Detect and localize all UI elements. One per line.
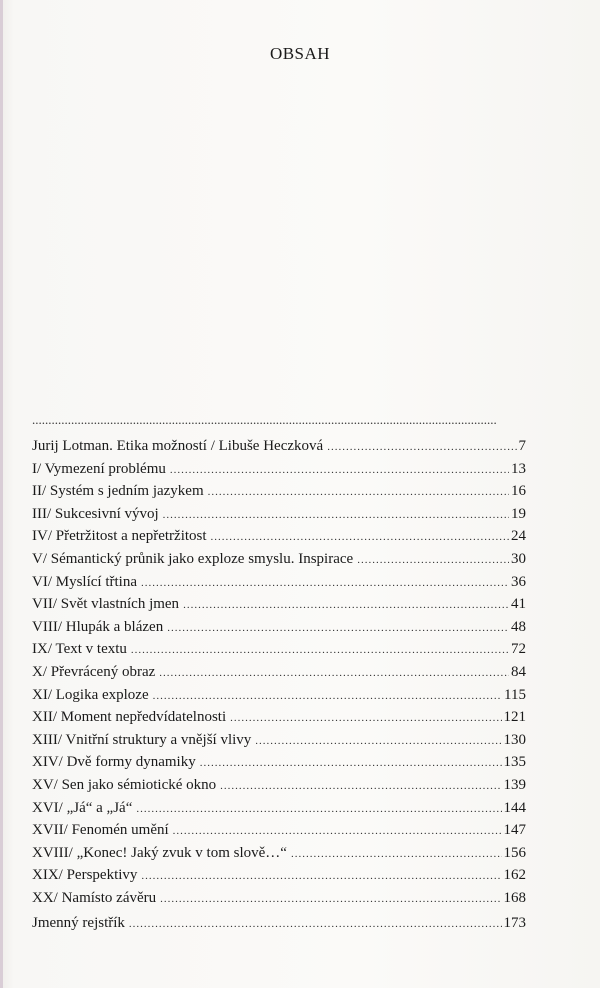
toc-entry xyxy=(32,525,526,548)
dot-leader xyxy=(163,504,509,527)
toc-entry-title: X/ Převrácený obraz xyxy=(32,663,156,680)
toc-entry-title: XI/ Logika exploze xyxy=(32,686,149,703)
dot-leader xyxy=(153,685,502,708)
index-section xyxy=(32,912,526,935)
dot-leader xyxy=(357,549,509,572)
toc-entry-page: 156 xyxy=(503,844,526,861)
toc-entry-title: XVIII/ „Konec! Jaký zvuk v tom slově…“ xyxy=(32,844,287,861)
toc-entry xyxy=(32,729,526,752)
toc-entry-title: VIII/ Hlupák a blázen xyxy=(32,618,164,635)
toc-entry xyxy=(32,751,526,774)
toc-entry-page: 7 xyxy=(518,438,526,454)
dot-leader xyxy=(141,572,509,595)
dot-leader xyxy=(291,843,502,866)
toc-entry-page: 30 xyxy=(511,550,526,567)
toc-entry-page: 16 xyxy=(511,483,526,500)
toc-entry-title: XX/ Namísto závěru xyxy=(32,889,157,906)
page-title: OBSAH xyxy=(269,44,331,63)
toc-entry-title: Jmenný rejstřík xyxy=(32,915,125,931)
dot-leader xyxy=(136,798,501,821)
dot-leader xyxy=(160,888,501,911)
toc-entry-page: 130 xyxy=(503,731,526,748)
toc-entry-page: 162 xyxy=(503,867,526,884)
toc-entry xyxy=(32,774,526,797)
toc-entry xyxy=(32,480,526,503)
dot-leader xyxy=(220,775,501,798)
toc-entry xyxy=(32,548,526,571)
dot-leader xyxy=(327,436,516,459)
toc-entry-title: VII/ Svět vlastních jmen xyxy=(32,596,180,613)
toc-entry-page: 147 xyxy=(503,822,526,839)
toc-entry xyxy=(32,638,526,661)
toc-entry-page: 13 xyxy=(511,460,526,477)
toc-entry-title: I/ Vymezení problému xyxy=(32,460,166,477)
dot-leader xyxy=(200,752,502,775)
toc-entry-page: 72 xyxy=(511,641,526,658)
toc-entry-page: 121 xyxy=(503,709,526,726)
toc-entry xyxy=(32,593,526,616)
toc-entry-title: XIV/ Dvě formy dynamiky xyxy=(32,754,196,771)
dot-leader xyxy=(159,662,509,685)
toc-entry-page: 135 xyxy=(503,754,526,771)
dot-leader xyxy=(141,865,501,888)
dot-leader xyxy=(167,617,509,640)
toc-entry-title: V/ Sémantický průnik jako exploze smyslu. Inspirace xyxy=(32,550,354,567)
toc-entry xyxy=(32,887,526,910)
toc-entry xyxy=(32,435,526,458)
page-edge xyxy=(0,0,3,988)
toc-entry-title: XVI/ „Já“ a „Já“ xyxy=(32,799,133,816)
dot-leader xyxy=(230,707,501,730)
toc-entry-title: IV/ Přetržitost a nepřetržitost xyxy=(32,528,207,545)
top-dotted-rule: ............................................................................................................................................... xyxy=(32,414,497,426)
dot-leader xyxy=(129,913,502,936)
toc-entry-page: 115 xyxy=(504,686,526,703)
toc-entry-title: III/ Sukcesivní vývoj xyxy=(32,505,159,522)
dot-leader xyxy=(173,820,502,843)
toc-entry xyxy=(32,797,526,820)
table-of-contents xyxy=(32,435,526,909)
toc-entry-title: XII/ Moment nepředvídatelnosti xyxy=(32,709,227,726)
dot-leader xyxy=(170,459,509,482)
dot-leader xyxy=(208,481,509,504)
toc-entry xyxy=(32,616,526,639)
dot-leader xyxy=(211,526,509,549)
toc-entry-page: 36 xyxy=(511,573,526,590)
toc-entry-page: 41 xyxy=(511,596,526,613)
toc-entry-page: 24 xyxy=(511,528,526,545)
toc-entry-title: XIII/ Vnitřní struktury a vnější vlivy xyxy=(32,731,252,748)
toc-entry-page: 19 xyxy=(511,505,526,522)
toc-entry-title: II/ Systém s jedním jazykem xyxy=(32,483,204,500)
dot-leader xyxy=(183,594,509,617)
toc-entry-title: IX/ Text v textu xyxy=(32,641,127,658)
toc-entry xyxy=(32,706,526,729)
toc-entry xyxy=(32,661,526,684)
toc-entry xyxy=(32,571,526,594)
toc-entry-title: XIX/ Perspektivy xyxy=(32,867,138,884)
toc-entry xyxy=(32,458,526,481)
toc-entry-page: 173 xyxy=(503,915,526,931)
toc-entry xyxy=(32,864,526,887)
toc-entry-page: 48 xyxy=(511,618,526,635)
toc-entry-page: 139 xyxy=(503,776,526,793)
toc-entry-title: VI/ Myslící třtina xyxy=(32,573,137,590)
toc-entry-page: 144 xyxy=(503,799,526,816)
dot-leader xyxy=(255,730,501,753)
toc-entry-title: XV/ Sen jako sémiotické okno xyxy=(32,776,217,793)
toc-entry-title: XVII/ Fenomén umění xyxy=(32,822,169,839)
toc-entry-page: 168 xyxy=(503,889,526,906)
toc-entry-title: Jurij Lotman. Etika možností / Libuše Heczková xyxy=(32,438,324,454)
toc-entry-page: 84 xyxy=(511,663,526,680)
toc-entry xyxy=(32,819,526,842)
dot-leader xyxy=(131,639,509,662)
toc-entry xyxy=(32,503,526,526)
toc-entry xyxy=(32,842,526,865)
toc-entry xyxy=(32,684,526,707)
toc-entry-index xyxy=(32,912,526,935)
